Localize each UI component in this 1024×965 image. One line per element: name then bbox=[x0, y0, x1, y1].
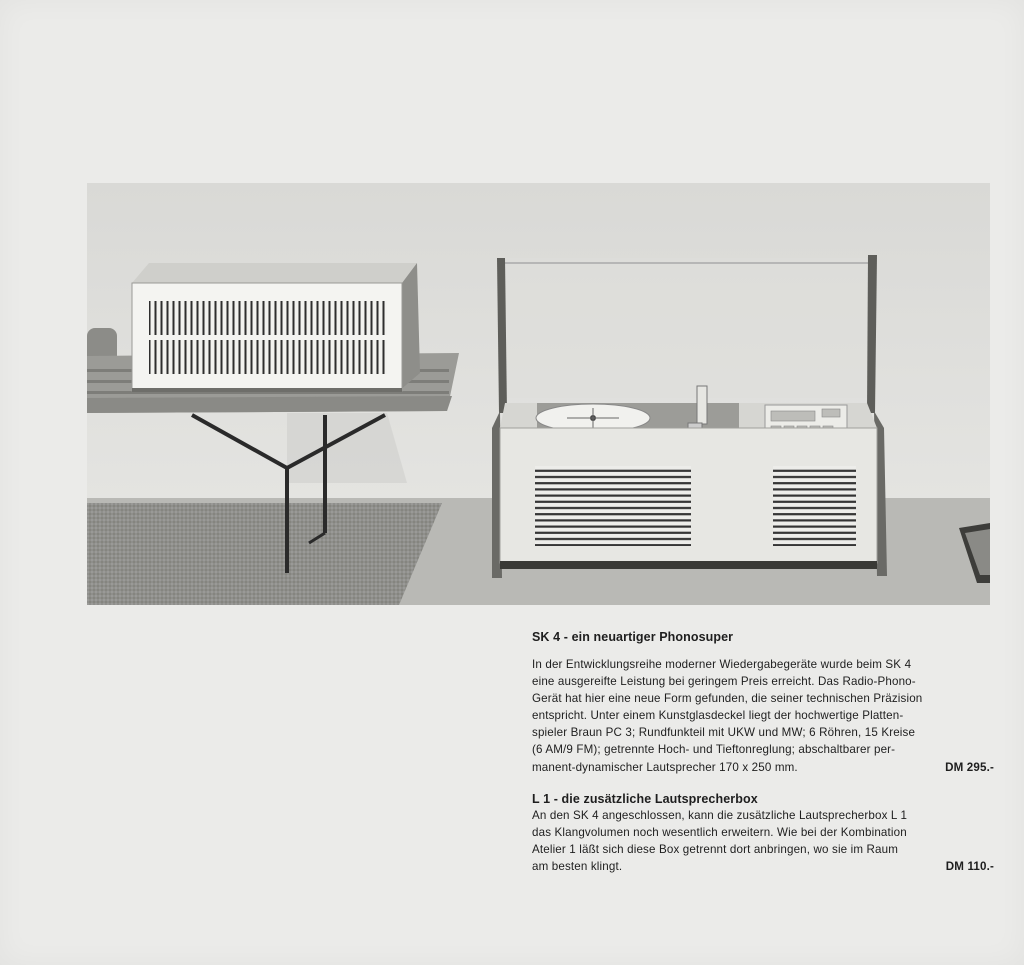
carpet bbox=[87, 503, 442, 605]
sk4-last-line bbox=[532, 759, 994, 776]
sk4-line: (6 AM/9 FM); getrennte Hoch- und Tieftonreglung; abschaltbarer per- bbox=[532, 743, 896, 757]
sk4-price: DM 295.- bbox=[945, 760, 994, 774]
sk4-paragraph bbox=[532, 656, 994, 776]
sk4-line: entspricht. Unter einem Kunstglasdeckel liegt der hochwertige Platten- bbox=[532, 709, 904, 723]
product-description bbox=[532, 630, 994, 875]
product-photo bbox=[87, 183, 990, 605]
l1-line: Atelier 1 läßt sich diese Box getrennt dort anbringen, wo sie im Raum bbox=[532, 842, 899, 856]
sk4-line: In der Entwicklungsreihe moderner Wiedergabegeräte wurde beim SK 4 bbox=[532, 658, 912, 671]
l1-paragraph bbox=[532, 807, 994, 875]
l1-heading: L 1 - die zusätzliche Lautsprecherbox bbox=[532, 791, 758, 806]
sk4-line: Gerät hat hier eine neue Form gefunden, die seiner technischen Präzision bbox=[532, 692, 923, 706]
l1-line: das Klangvolumen noch wesentlich erweitern. Wie bei der Kombination bbox=[532, 825, 907, 839]
l1-price: DM 110.- bbox=[945, 859, 994, 873]
l1-line: An den SK 4 angeschlossen, kann die zusätzliche Lautsprecherbox L 1 bbox=[532, 808, 908, 822]
sk4-line: eine ausgereifte Leistung bei geringem Preis erreicht. Das Radio-Phono- bbox=[532, 675, 916, 689]
loudspeaker-box bbox=[132, 263, 420, 392]
sk4-device bbox=[492, 255, 887, 578]
sk4-line: spieler Braun PC 3; Rundfunkteil mit UKW und MW; 6 Röhren, 15 Kreise bbox=[532, 726, 916, 740]
l1-last-line bbox=[532, 858, 994, 875]
sk4-heading: SK 4 - ein neuartiger Phonosuper bbox=[532, 630, 734, 644]
sk4-last-text: manent-dynamischer Lautsprecher 170 x 250 mm. bbox=[532, 760, 798, 774]
l1-last-text: am besten klingt. bbox=[532, 859, 623, 873]
